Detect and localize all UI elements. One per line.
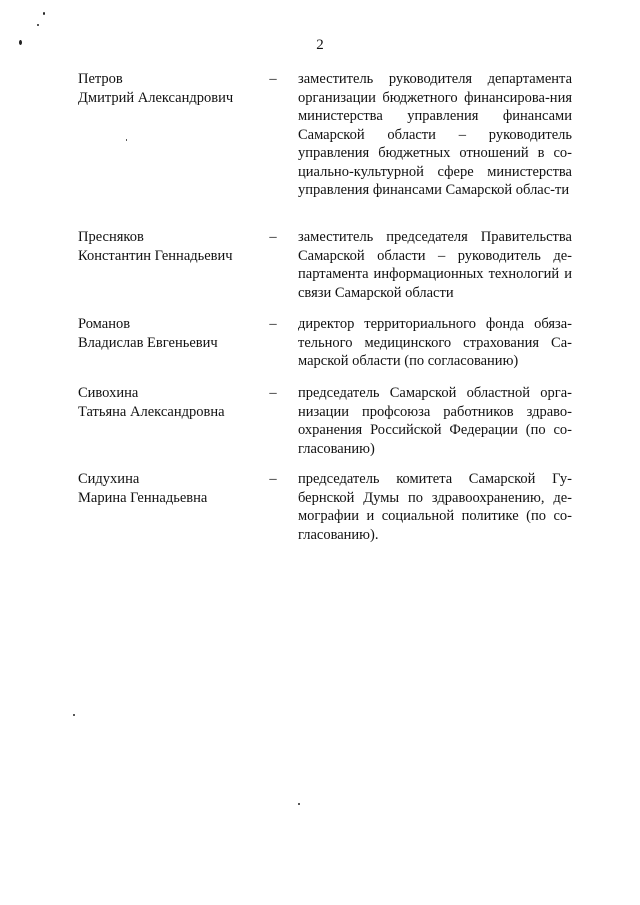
scan-speck [73, 714, 75, 716]
member-position: директор территориального фонда обяза-тельного медицинского страхования Са-марской области (по согласованию) [298, 316, 572, 369]
page-number: 2 [316, 37, 324, 53]
scan-speck [37, 24, 39, 26]
separator-dash: – [269, 316, 277, 332]
member-given-names: Дмитрий Александрович [78, 89, 234, 106]
member-surname: Романов [78, 316, 131, 332]
member-surname: Сивохина [78, 385, 139, 401]
member-surname: Сидухина [78, 471, 140, 487]
member-given-names: Владислав Евгеньевич [78, 334, 218, 351]
member-name [78, 228, 263, 265]
member-name [78, 315, 263, 352]
member-name [78, 470, 263, 507]
member-given-names: Марина Геннадьевна [78, 489, 208, 506]
separator-dash: – [269, 71, 277, 87]
scan-speck [126, 139, 127, 141]
separator-dash: – [269, 471, 277, 487]
member-surname: Пресняков [78, 229, 144, 245]
scan-speck [298, 803, 300, 805]
member-position: председатель комитета Самарской Гу-бернской Думы по здравоохранению, де-мографии и социальной политике (по со-гласованию). [298, 471, 572, 543]
member-name [78, 70, 263, 107]
scan-speck [43, 12, 45, 15]
member-surname: Петров [78, 71, 123, 87]
scan-speck [19, 40, 22, 45]
separator-dash: – [269, 385, 277, 401]
member-position: заместитель руководителя департамента организации бюджетного финансирова-ния министерства управления финансами Самарской области – руководитель управления бюджетных отношений в со-циально-культурной сфере министерства управления финансами Самарской облас-ти [298, 71, 572, 198]
member-position: заместитель председателя Правительства Самарской области – руководитель де-партамента информационных технологий и связи Самарской области [298, 229, 572, 301]
separator-dash: – [269, 229, 277, 245]
member-name [78, 384, 263, 421]
member-given-names: Константин Геннадьевич [78, 247, 233, 264]
member-position: председатель Самарской областной орга-низации профсоюза работников здраво-охранения Российской Федерации (по со-гласованию) [298, 385, 572, 457]
member-given-names: Татьяна Александровна [78, 403, 225, 420]
